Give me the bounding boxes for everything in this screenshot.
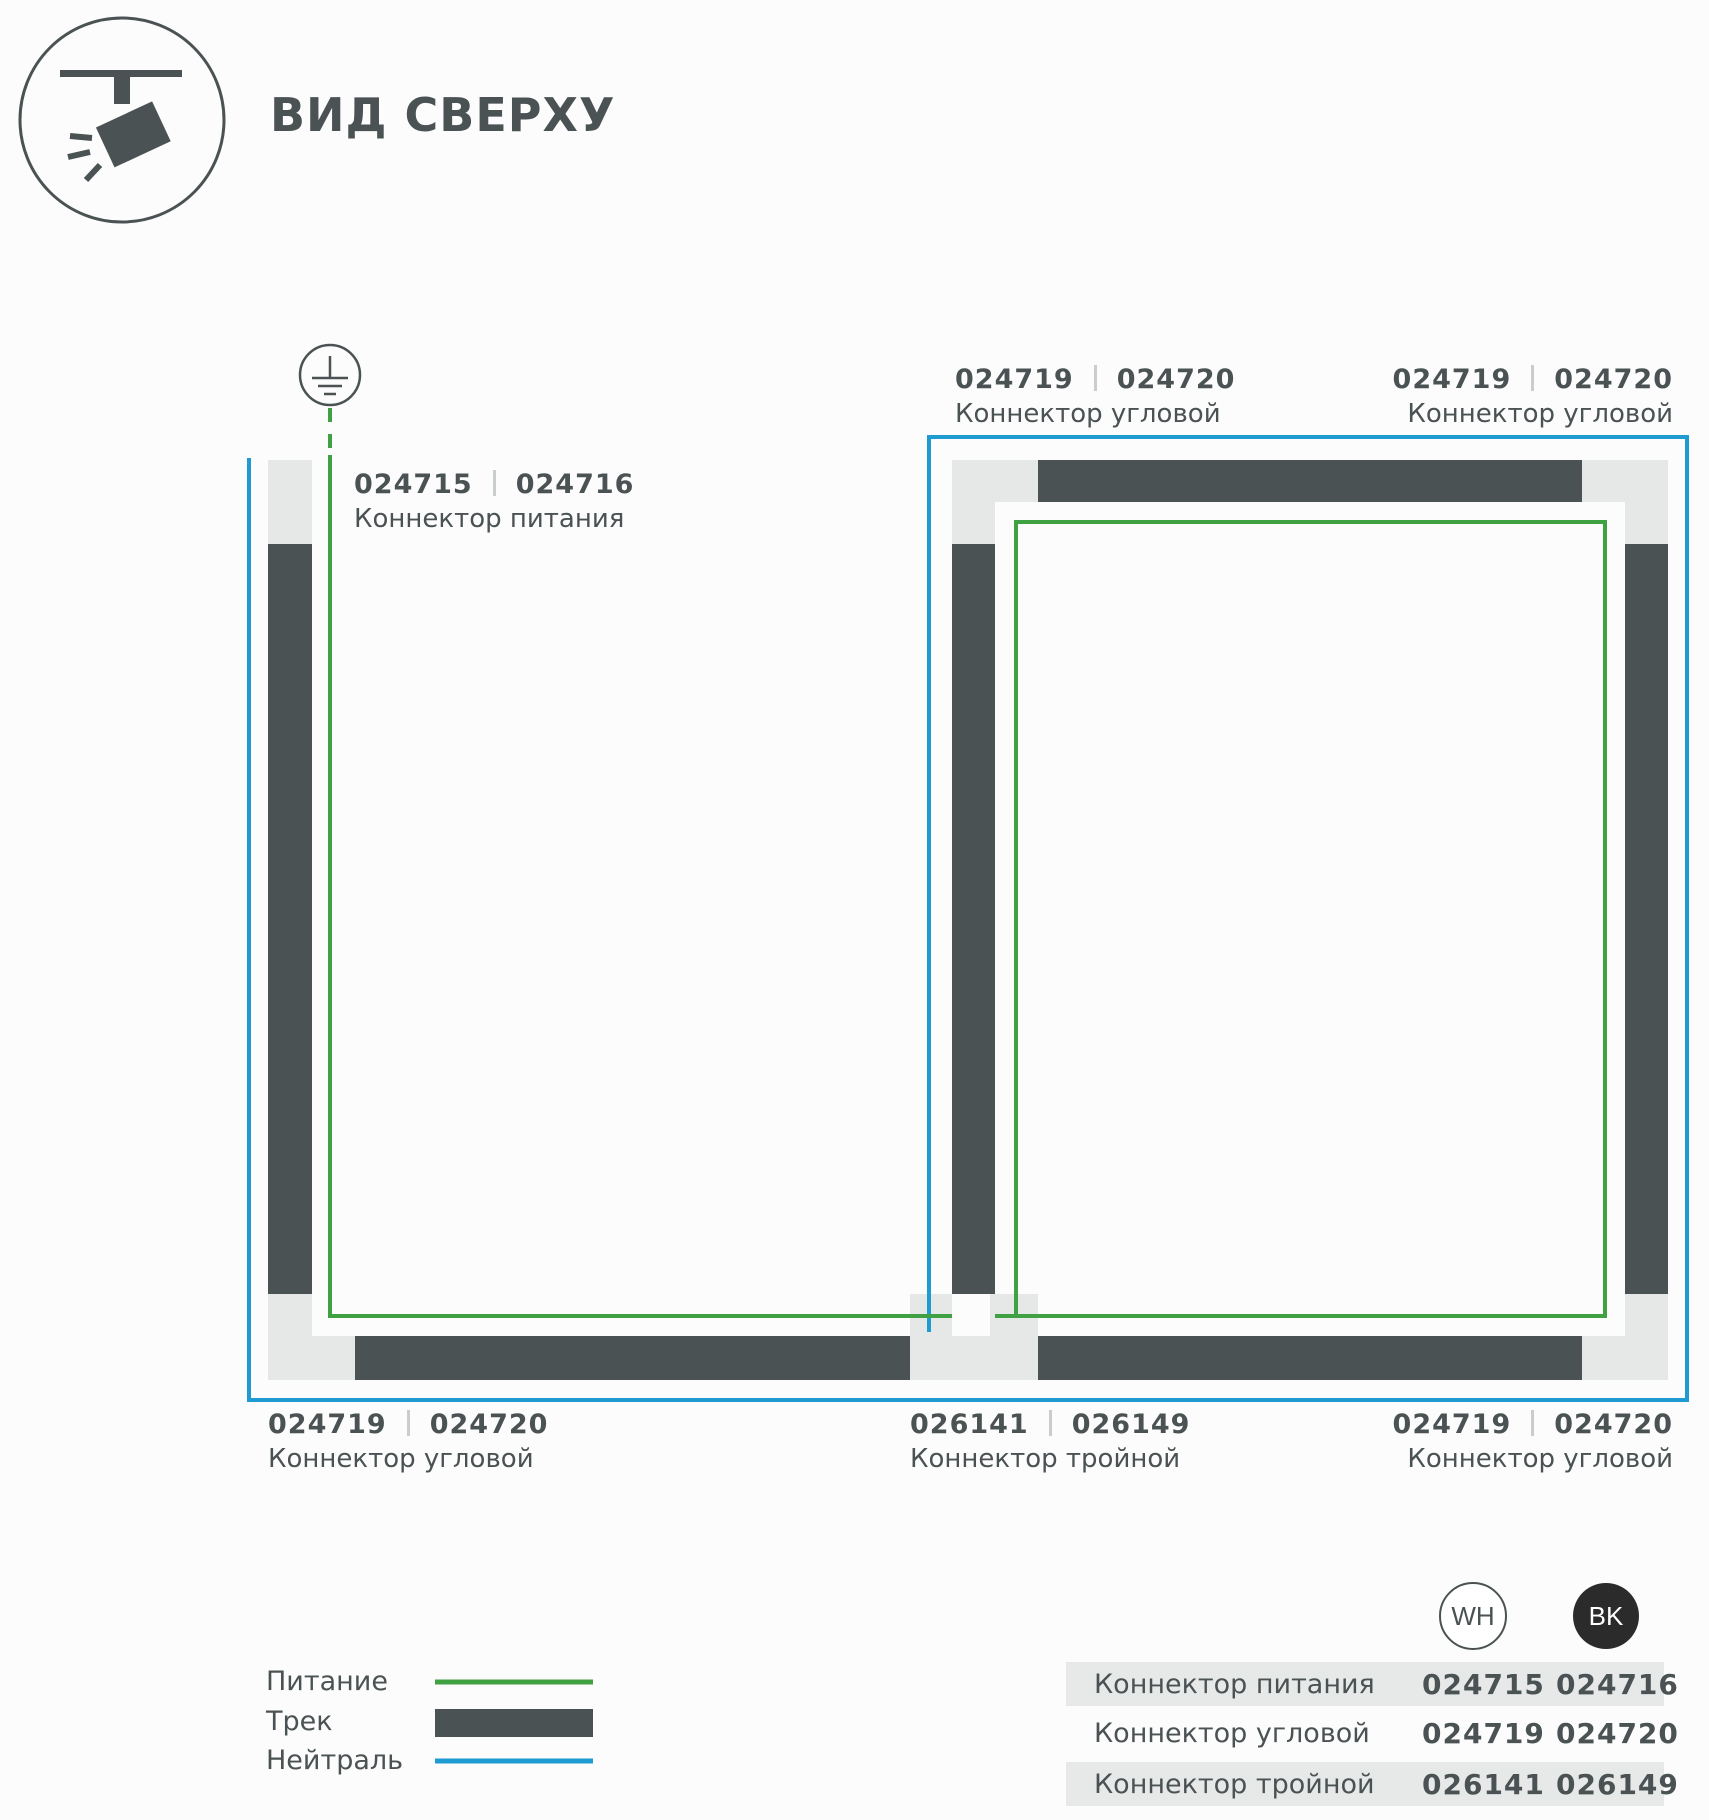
track-bottom-right (1038, 1336, 1582, 1380)
code-wh: 024719 (1392, 364, 1512, 395)
code-bk: 024720 (1554, 1409, 1673, 1440)
row-wh-code: 024719 (1422, 1717, 1545, 1750)
label-corner-bottom-left (268, 1410, 548, 1472)
code-bk: 024716 (515, 469, 635, 500)
swatch-wh: WH (1439, 1582, 1507, 1650)
code-wh: 024719 (955, 364, 1074, 395)
row-wh-code: 024715 (1422, 1668, 1545, 1701)
connector-name: Коннектор угловой (268, 1444, 534, 1474)
row-bk-code: 024720 (1556, 1717, 1679, 1750)
label-corner-top-right (1393, 365, 1673, 427)
table-row (1066, 1711, 1679, 1755)
code-wh: 024719 (1392, 1409, 1512, 1440)
label-corner-bottom-right (1393, 1410, 1673, 1472)
label-power-connector (354, 470, 634, 532)
connector-name: Коннектор угловой (1407, 399, 1673, 429)
row-name: Коннектор угловой (1094, 1718, 1370, 1749)
legend-track-label: Трек (266, 1706, 333, 1737)
power-wire-right-loop (1016, 522, 1605, 1316)
swatch-bk: BK (1573, 1583, 1639, 1649)
code-wh: 024719 (268, 1409, 387, 1440)
power-wire-left (330, 455, 952, 1316)
code-bk: 026149 (1071, 1409, 1191, 1440)
code-bk: 024720 (1554, 364, 1673, 395)
track-bottom-left (355, 1336, 910, 1380)
code-wh: 024715 (354, 469, 473, 500)
table-row (1066, 1762, 1679, 1806)
row-name: Коннектор тройной (1094, 1769, 1375, 1800)
label-tee-bottom (910, 1410, 1190, 1472)
row-name: Коннектор питания (1094, 1669, 1375, 1700)
connector-name: Коннектор угловой (1407, 1444, 1673, 1474)
row-bk-code: 026149 (1556, 1768, 1679, 1801)
row-wh-code: 026141 (1422, 1768, 1545, 1801)
row-bk-code: 024716 (1556, 1668, 1679, 1701)
code-wh: 026141 (910, 1409, 1029, 1440)
legend-track-bar (435, 1709, 593, 1737)
track-middle-vertical (952, 544, 995, 1294)
ground-symbol-icon (300, 345, 360, 405)
track-top-right (1038, 460, 1582, 502)
connector-name: Коннектор угловой (955, 399, 1221, 429)
track-right-vertical (1625, 544, 1668, 1294)
track-left-vertical (268, 544, 312, 1294)
code-bk: 024720 (429, 1409, 549, 1440)
code-bk: 024720 (1116, 364, 1236, 395)
legend-power-label: Питание (266, 1666, 388, 1697)
page-title: ВИД СВЕРХУ (270, 88, 616, 142)
connector-name: Коннектор тройной (910, 1444, 1181, 1474)
table-row (1066, 1662, 1679, 1706)
label-corner-top-left (955, 365, 1235, 427)
track-spotlight-icon (20, 18, 224, 222)
legend-neutral-label: Нейтраль (266, 1745, 404, 1776)
power-connector-block (268, 460, 312, 544)
connector-name: Коннектор питания (354, 504, 625, 534)
